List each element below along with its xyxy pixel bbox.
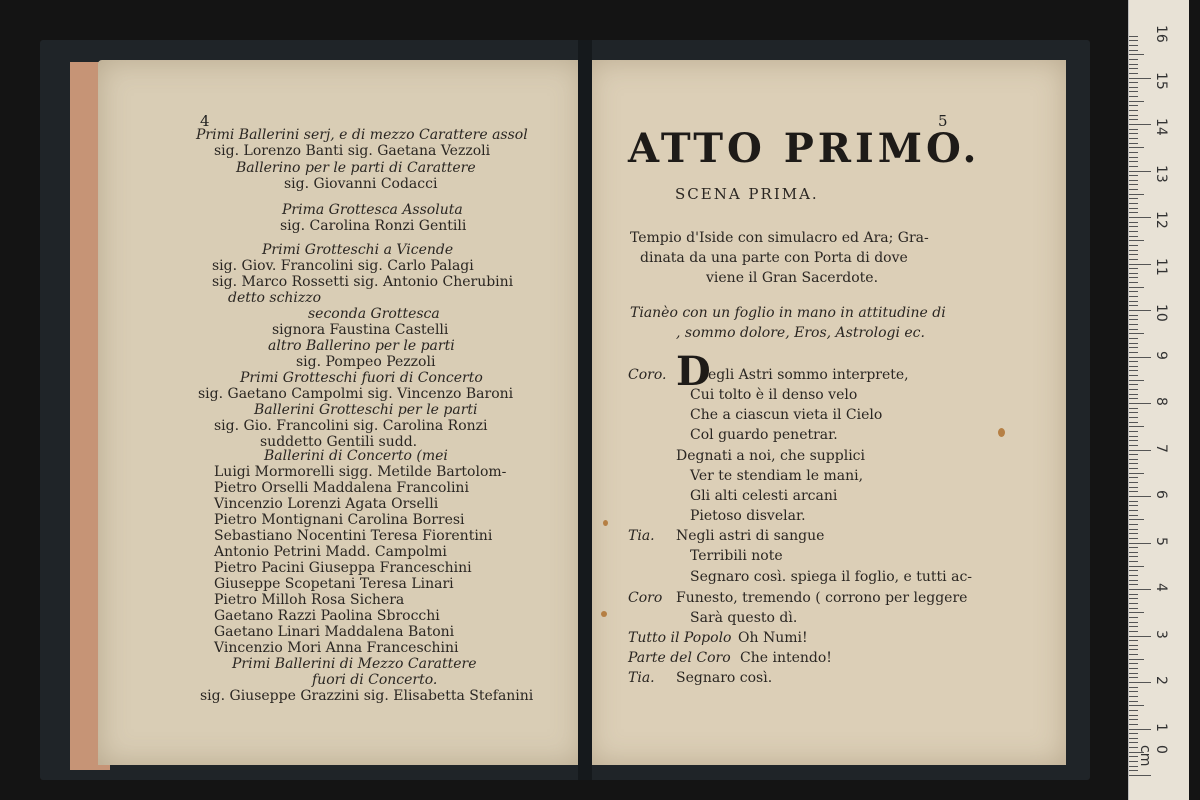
ruler-tick — [1129, 370, 1138, 371]
left-page-line: sig. Lorenzo Banti sig. Gaetana Vezzoli — [214, 143, 491, 159]
ruler-tick — [1129, 501, 1138, 502]
ruler-tick — [1129, 152, 1138, 153]
ruler-tick — [1129, 324, 1138, 325]
verse-line: Sarà questo dì. — [690, 610, 798, 626]
ruler-tick — [1129, 78, 1151, 79]
ruler-tick — [1129, 91, 1138, 92]
ruler-tick — [1129, 375, 1138, 376]
ruler-tick — [1129, 68, 1138, 69]
ruler-tick — [1129, 147, 1144, 148]
ruler-tick — [1129, 505, 1138, 506]
left-page-line: Pietro Milloh Rosa Sichera — [214, 592, 405, 608]
ruler-tick — [1129, 543, 1151, 544]
ruler-tick — [1129, 36, 1138, 37]
left-page-line: Sebastiano Nocentini Teresa Fiorentini — [214, 528, 493, 544]
ruler-tick — [1129, 184, 1138, 185]
stage-direction-1: Tianèo con un foglio in mano in attitudine di — [630, 305, 946, 321]
left-page-line: Giuseppe Scopetani Teresa Linari — [214, 576, 454, 592]
verse-line: Terribili note — [690, 548, 783, 564]
ruler-tick — [1129, 119, 1138, 120]
ruler-tick — [1129, 663, 1138, 664]
ruler-tick — [1129, 347, 1138, 348]
verse-line: Segnaro così. — [676, 670, 773, 686]
speaker-label: Coro. — [628, 367, 667, 383]
left-page-line: Luigi Mormorelli sigg. Metilde Bartolom- — [214, 464, 507, 480]
verse-line: egli Astri sommo interprete, — [708, 367, 909, 383]
ruler-label: 6 — [1153, 490, 1169, 499]
ink-stain — [603, 520, 608, 526]
ruler-label: 7 — [1153, 443, 1169, 453]
ruler-tick — [1129, 487, 1138, 488]
ruler-tick — [1129, 580, 1138, 581]
left-page-line: Antonio Petrini Madd. Campolmi — [214, 544, 447, 560]
ruler-tick — [1129, 50, 1138, 51]
ruler-tick — [1129, 608, 1138, 609]
ruler-tick — [1129, 626, 1138, 627]
ruler-tick — [1129, 361, 1138, 362]
ruler-tick — [1129, 394, 1138, 395]
ruler-tick — [1129, 259, 1138, 260]
ruler-tick — [1129, 598, 1138, 599]
ruler-tick — [1129, 157, 1138, 158]
ruler-tick — [1129, 315, 1138, 316]
ruler-tick — [1129, 226, 1138, 227]
left-page-line: Prima Grottesca Assoluta — [282, 202, 463, 218]
ruler-tick — [1129, 338, 1138, 339]
ruler-tick — [1129, 463, 1138, 464]
ruler-label: 1 — [1153, 722, 1169, 732]
left-page-line: Gaetano Razzi Paolina Sbrocchi — [214, 608, 440, 624]
ruler-tick — [1129, 682, 1151, 683]
ruler-tick — [1129, 729, 1151, 730]
ruler-tick — [1129, 733, 1138, 734]
left-page-line: Pietro Montignani Carolina Borresi — [214, 512, 465, 528]
ruler-label: 9 — [1153, 350, 1169, 360]
ruler-tick — [1129, 412, 1138, 413]
ruler-tick — [1129, 431, 1138, 432]
ruler-tick — [1129, 738, 1138, 739]
ruler-tick — [1129, 547, 1138, 548]
left-page-line: sig. Giov. Francolini sig. Carlo Palagi — [212, 258, 474, 274]
ruler-tick — [1129, 529, 1138, 530]
ruler-label: 3 — [1153, 629, 1169, 639]
left-page-line: seconda Grottesca — [308, 306, 440, 322]
ruler-tick — [1129, 143, 1138, 144]
left-page-line: Primi Grotteschi fuori di Concerto — [240, 370, 483, 386]
ruler-tick — [1129, 138, 1138, 139]
ruler-tick — [1129, 287, 1144, 288]
verse-line: Pietoso disvelar. — [690, 508, 806, 524]
ruler-tick — [1129, 696, 1138, 697]
verse-line: Ver te stendiam le mani, — [690, 468, 864, 484]
ruler-tick — [1129, 742, 1138, 743]
ruler-tick — [1129, 473, 1144, 474]
left-page-line: altro Ballerino per le parti — [268, 338, 455, 354]
ruler-tick — [1129, 659, 1144, 660]
ruler-tick — [1129, 59, 1138, 60]
ruler-tick — [1129, 691, 1138, 692]
ruler-tick — [1129, 236, 1138, 237]
ruler-tick — [1129, 310, 1151, 311]
ruler-tick — [1129, 245, 1138, 246]
ruler-tick — [1129, 701, 1138, 702]
ruler-tick — [1129, 124, 1151, 125]
left-page-number: 4 — [200, 112, 210, 130]
left-page-line: Primi Ballerini serj, e di mezzo Carattere assol — [196, 127, 528, 143]
setting-line-2: dinata da una parte con Porta di dove — [640, 250, 908, 266]
setting-line-3: viene il Gran Sacerdote. — [706, 270, 879, 286]
ink-stain — [998, 428, 1005, 437]
ruler-tick — [1129, 101, 1144, 102]
ruler-tick — [1129, 301, 1138, 302]
left-page-line: sig. Pompeo Pezzoli — [296, 354, 436, 370]
ruler-tick — [1129, 357, 1151, 358]
ruler-tick — [1129, 645, 1138, 646]
ruler-tick — [1129, 282, 1138, 283]
verse-line: Segnaro così. spiega il foglio, e tutti ac- — [690, 569, 973, 585]
ruler-tick — [1129, 566, 1144, 567]
ruler-label: 11 — [1153, 257, 1169, 276]
ruler-tick — [1129, 254, 1138, 255]
ruler-label: 0 cm — [1137, 745, 1169, 767]
left-page-line: sig. Giovanni Codacci — [284, 176, 438, 192]
ruler-tick — [1129, 649, 1138, 650]
left-page-line: Primi Ballerini di Mezzo Carattere — [232, 656, 477, 672]
right-page-number: 5 — [938, 112, 948, 130]
ruler-tick — [1129, 222, 1138, 223]
speaker-label: Coro — [628, 590, 663, 606]
ruler-tick — [1129, 617, 1138, 618]
left-page-line: Ballerino per le parti di Carattere — [236, 160, 476, 176]
ruler-tick — [1129, 519, 1144, 520]
ruler-tick — [1129, 450, 1151, 451]
ruler-label: 4 — [1153, 583, 1169, 592]
ruler-tick — [1129, 87, 1138, 88]
ruler-tick — [1129, 291, 1138, 292]
ruler-tick — [1129, 436, 1138, 437]
ruler-tick — [1129, 194, 1144, 195]
ruler-tick — [1129, 705, 1144, 706]
left-page-line: Ballerini di Concerto (mei — [264, 448, 448, 464]
ruler-tick — [1129, 366, 1138, 367]
ruler-tick — [1129, 524, 1138, 525]
left-page-line: sig. Carolina Ronzi Gentili — [280, 218, 467, 234]
ruler-tick — [1129, 445, 1138, 446]
ruler-tick — [1129, 426, 1144, 427]
ruler-tick — [1129, 45, 1138, 46]
ruler-tick — [1129, 115, 1138, 116]
ruler-tick — [1129, 715, 1138, 716]
ruler-tick — [1129, 515, 1138, 516]
ruler-tick — [1129, 770, 1138, 771]
ruler-tick — [1129, 250, 1138, 251]
ruler-tick — [1129, 533, 1138, 534]
ruler-tick — [1129, 594, 1138, 595]
ruler-tick — [1129, 719, 1138, 720]
ruler-tick — [1129, 552, 1138, 553]
ruler-tick — [1129, 96, 1138, 97]
setting-line-1: Tempio d'Iside con simulacro ed Ara; Gra- — [630, 230, 929, 246]
verse-line: Gli alti celesti arcani — [690, 488, 838, 504]
ruler-label: 15 — [1153, 71, 1169, 90]
ruler-tick — [1129, 631, 1138, 632]
left-page-line: Vincenzio Mori Anna Franceschini — [214, 640, 459, 656]
ruler-tick — [1129, 189, 1138, 190]
ruler-tick — [1129, 389, 1138, 390]
ink-stain — [601, 611, 607, 617]
verse-line: Che a ciascun vieta il Cielo — [690, 407, 883, 423]
ruler-tick — [1129, 352, 1138, 353]
left-page-line: sig. Gio. Francolini sig. Carolina Ronzi — [214, 418, 488, 434]
verse-line: Negli astri di sangue — [676, 528, 825, 544]
ruler-tick — [1129, 273, 1138, 274]
left-page-line: Ballerini Grotteschi per le parti — [254, 402, 478, 418]
ruler-tick — [1129, 710, 1138, 711]
ruler-tick — [1129, 440, 1138, 441]
ruler-tick — [1129, 408, 1138, 409]
verse-line: Funesto, tremendo ( corrono per leggere — [676, 590, 968, 606]
ruler-tick — [1129, 305, 1138, 306]
ruler-label: 16 — [1153, 25, 1169, 43]
ruler-label: 8 — [1153, 397, 1169, 406]
ruler-label: 12 — [1153, 211, 1169, 229]
ruler-tick — [1129, 264, 1151, 265]
ruler-tick — [1129, 296, 1138, 297]
ruler-tick — [1129, 422, 1138, 423]
ruler-tick — [1129, 212, 1138, 213]
ruler-tick — [1129, 129, 1138, 130]
speaker-label: Tia. — [628, 528, 655, 544]
ruler-tick — [1129, 268, 1138, 269]
ruler-tick — [1129, 329, 1138, 330]
ruler-tick — [1129, 82, 1138, 83]
speaker-label: Tia. — [628, 670, 655, 686]
ruler-tick — [1129, 343, 1138, 344]
left-page-line: fuori di Concerto. — [312, 672, 438, 688]
speaker-label: Tutto il Popolo — [628, 630, 732, 646]
ruler-tick — [1129, 673, 1138, 674]
ruler-tick — [1129, 384, 1138, 385]
verse-line: Cui tolto è il denso velo — [690, 387, 858, 403]
ruler-tick — [1129, 105, 1138, 106]
left-page-line: detto schizzo — [228, 290, 322, 306]
verse-line: Degnati a noi, che supplici — [676, 448, 865, 464]
stage-direction-2: , sommo dolore, Eros, Astrologi ec. — [676, 325, 925, 341]
ruler-tick — [1129, 277, 1138, 278]
ruler-tick — [1129, 380, 1144, 381]
ruler-tick — [1129, 198, 1138, 199]
ruler-tick — [1129, 603, 1138, 604]
ruler-tick — [1129, 468, 1138, 469]
ruler-tick — [1129, 161, 1138, 162]
ruler-label: 10 — [1153, 304, 1169, 322]
ruler-tick — [1129, 589, 1151, 590]
ruler-tick — [1129, 333, 1144, 334]
left-page-line: suddetto Gentili sudd. — [260, 434, 418, 450]
ruler-tick — [1129, 556, 1138, 557]
ruler-tick — [1129, 54, 1144, 55]
verse-line: Oh Numi! — [738, 630, 808, 646]
ruler-tick — [1129, 398, 1138, 399]
book-gutter — [578, 40, 592, 780]
ruler-tick — [1129, 203, 1138, 204]
ruler-tick — [1129, 319, 1138, 320]
ruler-tick — [1129, 496, 1151, 497]
ruler-tick — [1129, 73, 1138, 74]
ruler-tick — [1129, 622, 1138, 623]
ruler-tick — [1129, 459, 1138, 460]
left-page-line: Gaetano Linari Maddalena Batoni — [214, 624, 455, 640]
left-page-line: sig. Giuseppe Grazzini sig. Elisabetta Stefanini — [200, 688, 534, 704]
left-page-line: Primi Grotteschi a Vicende — [262, 242, 454, 258]
ruler-tick — [1129, 654, 1138, 655]
ruler-label: 5 — [1153, 536, 1169, 546]
ruler-tick — [1129, 491, 1138, 492]
ruler-tick — [1129, 64, 1138, 65]
ruler-tick — [1129, 166, 1138, 167]
ruler-label: 14 — [1153, 118, 1169, 136]
left-page-line: Pietro Pacini Giuseppa Franceschini — [214, 560, 472, 576]
ruler-tick — [1129, 454, 1138, 455]
ruler-tick — [1129, 561, 1138, 562]
ruler-tick — [1129, 724, 1138, 725]
ruler-tick — [1129, 668, 1138, 669]
ruler-tick — [1129, 417, 1138, 418]
ruler-tick — [1129, 538, 1138, 539]
ruler-tick — [1129, 133, 1138, 134]
ruler-tick — [1129, 575, 1138, 576]
ruler-tick — [1129, 403, 1151, 404]
ruler-tick — [1129, 171, 1151, 172]
ruler-tick — [1129, 775, 1151, 776]
ruler-tick — [1129, 677, 1138, 678]
ruler-tick — [1129, 584, 1138, 585]
drop-cap: D — [676, 348, 711, 395]
ruler-tick — [1129, 612, 1144, 613]
ruler-tick — [1129, 510, 1138, 511]
ruler-tick — [1129, 208, 1138, 209]
ruler-tick — [1129, 110, 1138, 111]
left-page-line: Vincenzio Lorenzi Agata Orselli — [214, 496, 439, 512]
ruler-tick — [1129, 240, 1144, 241]
ruler-tick — [1129, 640, 1138, 641]
scene-heading: SCENA PRIMA. — [675, 185, 819, 203]
ruler-tick — [1129, 40, 1138, 41]
act-title: ATTO PRIMO. — [628, 125, 981, 172]
speaker-label: Parte del Coro — [628, 650, 731, 666]
ruler-tick — [1129, 636, 1151, 637]
left-page-line: signora Faustina Castelli — [272, 322, 449, 338]
ruler-tick — [1129, 482, 1138, 483]
ruler-tick — [1129, 687, 1138, 688]
ruler-tick — [1129, 175, 1138, 176]
left-page-line: Pietro Orselli Maddalena Francolini — [214, 480, 469, 496]
left-page-line: sig. Marco Rossetti sig. Antonio Cherubini — [212, 274, 514, 290]
ruler-tick — [1129, 570, 1138, 571]
ruler-label: 2 — [1153, 676, 1169, 685]
ruler-tick — [1129, 217, 1151, 218]
ruler-tick — [1129, 477, 1138, 478]
left-page-line: sig. Gaetano Campolmi sig. Vincenzo Baroni — [198, 386, 514, 402]
ruler-label: 13 — [1153, 164, 1169, 183]
verse-line: Col guardo penetrar. — [690, 427, 838, 443]
ruler-tick — [1129, 180, 1138, 181]
ruler-tick — [1129, 231, 1138, 232]
measurement-ruler — [1128, 0, 1189, 800]
verse-line: Che intendo! — [740, 650, 832, 666]
